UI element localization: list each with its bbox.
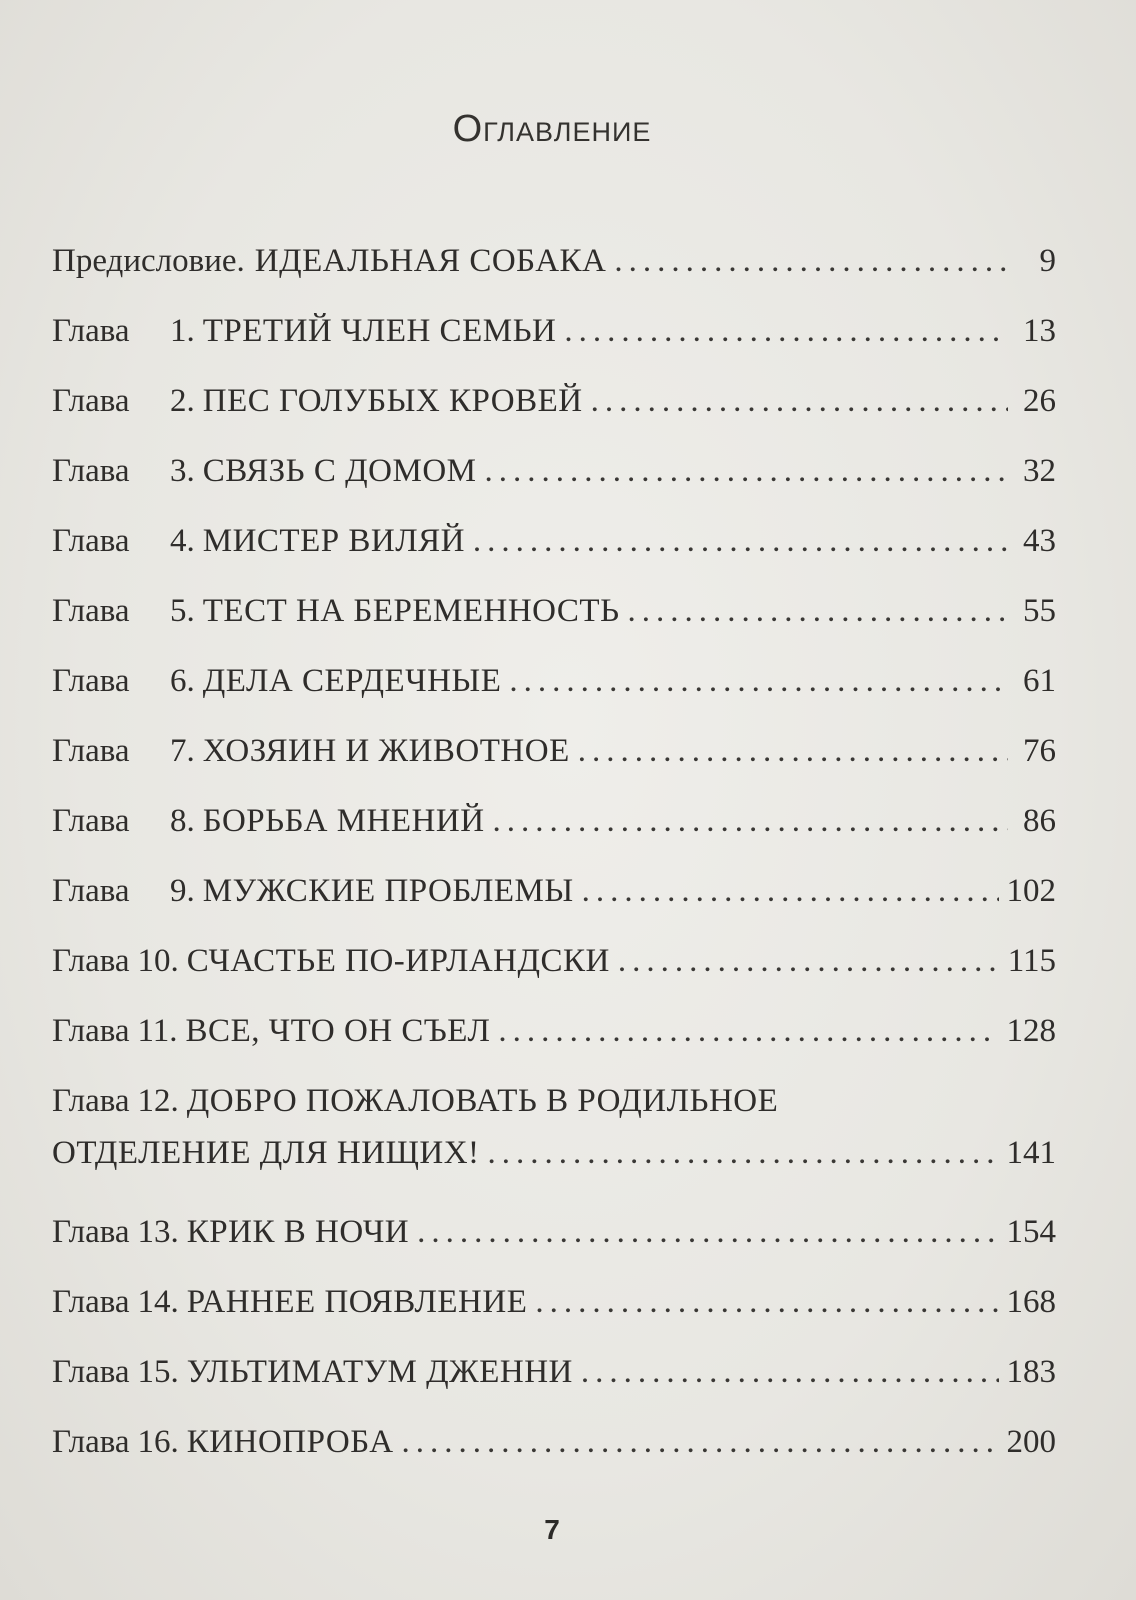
table-of-contents — [52, 226, 1056, 1477]
leader-dots — [614, 226, 1008, 296]
entry-number: 10. — [137, 943, 179, 979]
leader-dots — [402, 1407, 999, 1477]
entry-prefix: Глава — [52, 313, 130, 349]
entry-title: БОРЬБА МНЕНИЙ — [202, 803, 485, 839]
entry-page-number: 168 — [1006, 1284, 1056, 1320]
entry-number: 9. — [170, 873, 195, 909]
entry-number: 16. — [137, 1424, 179, 1460]
toc-entry — [52, 366, 1056, 436]
entry-title: МУЖСКИЕ ПРОБЛЕМЫ — [202, 873, 574, 909]
entry-title: ДЕЛА СЕРДЕЧНЫЕ — [202, 663, 502, 699]
entry-page-number: 115 — [1007, 943, 1056, 979]
entry-number: 1. — [170, 313, 195, 349]
entry-page-number: 102 — [1006, 873, 1056, 909]
entry-number: 13. — [137, 1214, 179, 1250]
toc-entry — [52, 1407, 1056, 1477]
leader-dots — [618, 926, 1000, 996]
entry-prefix: Глава — [52, 383, 130, 419]
entry-page-number: 183 — [1006, 1354, 1056, 1390]
entry-number: 2. — [170, 383, 195, 419]
entry-title: ТРЕТИЙ ЧЛЕН СЕМЬИ — [202, 313, 557, 349]
leader-dots — [498, 996, 998, 1066]
toc-entry — [52, 1197, 1056, 1267]
entry-number: 14. — [137, 1284, 179, 1320]
entry-prefix: Глава — [52, 943, 130, 979]
toc-entry — [52, 436, 1056, 506]
entry-page-number: 32 — [1023, 453, 1056, 489]
entry-number: 4. — [170, 523, 195, 559]
entry-prefix: Глава — [52, 453, 130, 489]
leader-dots — [535, 1267, 998, 1337]
entry-prefix: Глава — [52, 1083, 130, 1119]
toc-entry — [52, 1267, 1056, 1337]
entry-prefix: Глава — [52, 1214, 130, 1250]
entry-page-number: 9 — [1039, 243, 1056, 279]
entry-page-number: 200 — [1006, 1424, 1056, 1460]
entry-second-line — [52, 1127, 1056, 1197]
leader-dots — [564, 296, 1008, 366]
entry-number: 6. — [170, 663, 195, 699]
leader-dots — [493, 786, 1008, 856]
entry-title: РАННЕЕ ПОЯВЛЕНИЕ — [186, 1284, 528, 1320]
entry-page-number: 61 — [1023, 663, 1056, 699]
entry-number: 3. — [170, 453, 195, 489]
toc-entry — [52, 716, 1056, 786]
entry-number: 8. — [170, 803, 195, 839]
leader-dots — [488, 1127, 999, 1179]
entry-number: 15. — [137, 1354, 179, 1390]
toc-entry — [52, 856, 1056, 926]
entry-page-number: 141 — [1006, 1135, 1056, 1171]
page-number: 7 — [544, 1514, 560, 1545]
entry-number: 5. — [170, 593, 195, 629]
entry-number: 11. — [137, 1013, 178, 1049]
entry-title: МИСТЕР ВИЛЯЙ — [202, 523, 465, 559]
entry-first-line — [52, 1075, 1056, 1127]
page-title: Оглавление — [452, 108, 652, 150]
entry-page-number: 128 — [1006, 1013, 1056, 1049]
entry-page-number: 86 — [1023, 803, 1056, 839]
entry-number: 7. — [170, 733, 195, 769]
leader-dots — [591, 366, 1008, 436]
entry-prefix: Глава — [52, 1284, 130, 1320]
toc-entry — [52, 1337, 1056, 1407]
entry-prefix: Глава — [52, 1424, 130, 1460]
leader-dots — [578, 716, 1008, 786]
entry-prefix: Глава — [52, 803, 130, 839]
toc-entry — [52, 576, 1056, 646]
entry-title: ИДЕАЛЬНАЯ СОБАКА — [254, 243, 607, 279]
leader-dots — [628, 576, 1008, 646]
entry-number: 12. — [137, 1083, 179, 1119]
leader-dots — [509, 646, 1008, 716]
entry-page-number: 154 — [1006, 1214, 1056, 1250]
entry-prefix: Предисловие. — [52, 243, 245, 279]
entry-title: ПЕС ГОЛУБЫХ КРОВЕЙ — [202, 383, 583, 419]
toc-entry — [52, 996, 1056, 1066]
entry-page-number: 26 — [1023, 383, 1056, 419]
entry-title: УЛЬТИМАТУМ ДЖЕННИ — [186, 1354, 573, 1390]
toc-entry — [52, 926, 1056, 996]
leader-dots — [485, 436, 1009, 506]
leader-dots — [473, 506, 1008, 576]
leader-dots — [417, 1197, 998, 1267]
toc-entry-multiline — [52, 1075, 1056, 1197]
toc-entry — [52, 296, 1056, 366]
toc-entry-preface — [52, 226, 1056, 296]
entry-prefix: Глава — [52, 593, 130, 629]
entry-title: ТЕСТ НА БЕРЕМЕННОСТЬ — [202, 593, 620, 629]
toc-entry — [52, 786, 1056, 856]
entry-title-continued: ОТДЕЛЕНИЕ ДЛЯ НИЩИХ! — [52, 1135, 480, 1171]
entry-title: ДОБРО ПОЖАЛОВАТЬ В РОДИЛЬНОЕ — [186, 1083, 779, 1119]
entry-page-number: 76 — [1023, 733, 1056, 769]
entry-prefix: Глава — [52, 1013, 130, 1049]
leader-dots — [582, 856, 999, 926]
entry-page-number: 13 — [1023, 313, 1056, 349]
entry-title: КРИК В НОЧИ — [186, 1214, 410, 1250]
entry-prefix: Глава — [52, 1354, 130, 1390]
entry-prefix: Глава — [52, 733, 130, 769]
toc-entry — [52, 506, 1056, 576]
entry-title: КИНОПРОБА — [186, 1424, 394, 1460]
entry-prefix: Глава — [52, 873, 130, 909]
entry-prefix: Глава — [52, 663, 130, 699]
entry-prefix: Глава — [52, 523, 130, 559]
leader-dots — [581, 1337, 999, 1407]
entry-title: СВЯЗЬ С ДОМОМ — [202, 453, 477, 489]
entry-page-number: 55 — [1023, 593, 1056, 629]
entry-title: СЧАСТЬЕ ПО-ИРЛАНДСКИ — [186, 943, 610, 979]
entry-title: ВСЕ, ЧТО ОН СЪЕЛ — [185, 1013, 491, 1049]
entry-title: ХОЗЯИН И ЖИВОТНОЕ — [202, 733, 570, 769]
toc-entry — [52, 646, 1056, 716]
entry-page-number: 43 — [1023, 523, 1056, 559]
